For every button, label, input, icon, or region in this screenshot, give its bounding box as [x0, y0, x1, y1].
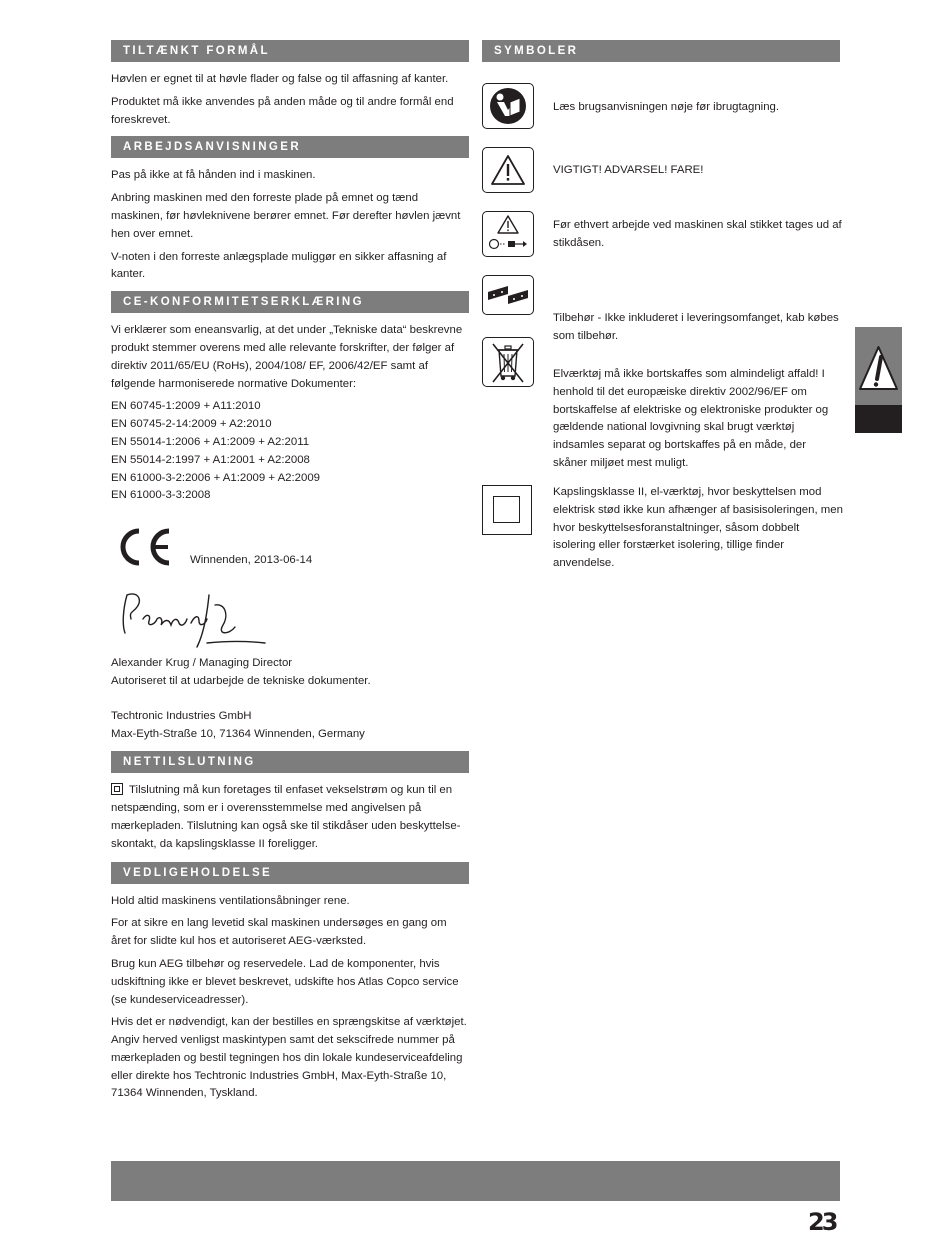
class-ii-icon	[482, 485, 532, 535]
warning-tab-icon	[855, 327, 902, 405]
standards-list	[111, 398, 469, 505]
symbol-text: Læs brugsanvisningen nøje før ibrugtagning.	[553, 101, 780, 113]
intended-use-text: Produktet må ikke anvendes på anden måde og til andre formål end foreskrevet.	[111, 95, 454, 126]
mains-connection-heading: NETTILSLUTNING	[111, 751, 469, 773]
intended-use-text: Høvlen er egnet til at høvle flader og false og til affasning af kanter.	[111, 73, 449, 85]
standard-item: EN 61000-3-2:2006 + A1:2009 + A2:2009	[111, 471, 321, 484]
right-column	[482, 40, 843, 570]
warning-icon	[482, 147, 534, 193]
symbol-text: Kapslingsklasse II, el-værktøj, hvor beskyttelsen mod elektrisk stød ikke kun afhænger af basisisoleringen, men hvor beskyttelsesforanstaltninger, såsom dobbelt isolering eller forstærket isolering, tillige finder anvendelse.	[553, 486, 843, 570]
company-street: Max-Eyth-Straße 10, 71364 Winnenden, Germany	[111, 727, 365, 740]
signatory-authorization: Autoriseret til at udarbejde de tekniske dokumenter.	[111, 674, 371, 687]
company-name: Techtronic Industries GmbH	[111, 709, 252, 722]
ce-block	[111, 527, 469, 587]
symbols-heading: SYMBOLER	[482, 40, 840, 62]
work-instructions-text: Anbring maskinen med den forreste plade på emnet og tænd maskinen, før høvleknivene berører emnet. Før derefter høvlen jævnt hen over emnet.	[111, 192, 461, 240]
standard-item: EN 55014-1:2006 + A1:2009 + A2:2011	[111, 435, 310, 448]
work-instructions-text: V-noten i den forreste anlægsplade muliggør en sikker affasning af kanter.	[111, 250, 447, 281]
standard-item: EN 61000-3-3:2008	[111, 489, 211, 502]
symbol-text: VIGTIGT! ADVARSEL! FARE!	[553, 164, 704, 176]
mains-connection-text: Tilslutning må kun foretages til enfaset vekselstrøm og kun til en netspænding, som er i overensstemmelse med angivelsen på mærkepladen. Tilslutning kan også ske til stikdåser uden beskyttelse-skontakt, da kapslingsklasse II foreligger.	[111, 784, 461, 850]
ce-declaration-intro: Vi erklærer som eneansvarlig, at det under „Tekniske data“ beskrevne produkt stemmer overens med alle relevante forskrifter, der følger af direktiv 2011/65/EU (RoHs), 2004/108/ EF, 2006/42/EF samt af følgende harmoniserede normative Dokumenter:	[111, 324, 463, 390]
read-manual-icon	[482, 83, 534, 129]
warning-side-tab	[855, 327, 902, 433]
symbol-text: Elværktøj må ikke bortskaffes som almindeligt affald! I henhold til det europæiske direktiv 2002/96/EF om bortskaffelse af elektriske og elektroniske produkter og gældende national lovgivning skal brugt værktøj indsamles separat og bortskaffes på en måde, der skåner miljøet mest muligt.	[553, 368, 829, 469]
standard-item: EN 60745-1:2009 + A11:2010	[111, 400, 261, 413]
maintenance-text: For at sikre en lang levetid skal maskinen undersøges en gang om året for slidte kul hos et autoriseret AEG-værksted.	[111, 917, 447, 948]
maintenance-text: Brug kun AEG tilbehør og reservedele. Lad de komponenter, hvis udskiftning ikke er blevet beskrevet, udskifte hos Atlas Copco service (se kundeserviceadresser).	[111, 957, 459, 1006]
ce-declaration-heading: CE-KONFORMITETSERKLÆRING	[111, 291, 469, 313]
page-number: 23	[808, 1208, 836, 1236]
place-date: Winnenden, 2013-06-14	[190, 554, 313, 567]
class-ii-small-icon	[111, 783, 123, 795]
maintenance-text: Hvis det er nødvendigt, kan der bestilles en sprængskitse af værktøjet. Angiv herved venligst maskintypen samt det sekscifrede nummer på mærkepladen og bestil tegningen hos din lokale kundeserviceafdeling eller direkte hos Techtronic Industries GmbH, Max-Eyth-Straße 10, 71364 Winnenden, Tyskland.	[111, 1016, 467, 1100]
signature-image	[117, 585, 277, 655]
accessory-blades-icon	[482, 275, 534, 315]
signatory-block	[111, 655, 469, 691]
ce-mark-icon	[115, 527, 175, 567]
signatory-name: Alexander Krug / Managing Director	[111, 657, 293, 670]
symbol-text: Før ethvert arbejde ved maskinen skal stikket tages ud af stikdåsen.	[553, 219, 842, 249]
left-column	[111, 40, 469, 1108]
standard-item: EN 60745-2-14:2009 + A2:2010	[111, 418, 272, 431]
work-instructions-heading: ARBEJDSANVISNINGER	[111, 136, 469, 158]
company-address	[111, 708, 469, 744]
warning-tab-foot	[855, 405, 902, 433]
maintenance-heading: VEDLIGEHOLDELSE	[111, 862, 469, 884]
weee-bin-icon	[482, 337, 534, 387]
work-instructions-text: Pas på ikke at få hånden ind i maskinen.	[111, 169, 316, 182]
intended-use-heading: TILTÆNKT FORMÅL	[111, 40, 469, 62]
maintenance-text: Hold altid maskinens ventilationsåbninger rene.	[111, 894, 350, 907]
footer-bar	[111, 1161, 840, 1201]
unplug-icon	[482, 211, 534, 257]
symbol-text: Tilbehør - Ikke inkluderet i leveringsomfanget, kab købes som tilbehør.	[553, 312, 839, 342]
mains-connection-paragraph	[111, 782, 469, 853]
standard-item: EN 55014-2:1997 + A1:2001 + A2:2008	[111, 453, 310, 466]
